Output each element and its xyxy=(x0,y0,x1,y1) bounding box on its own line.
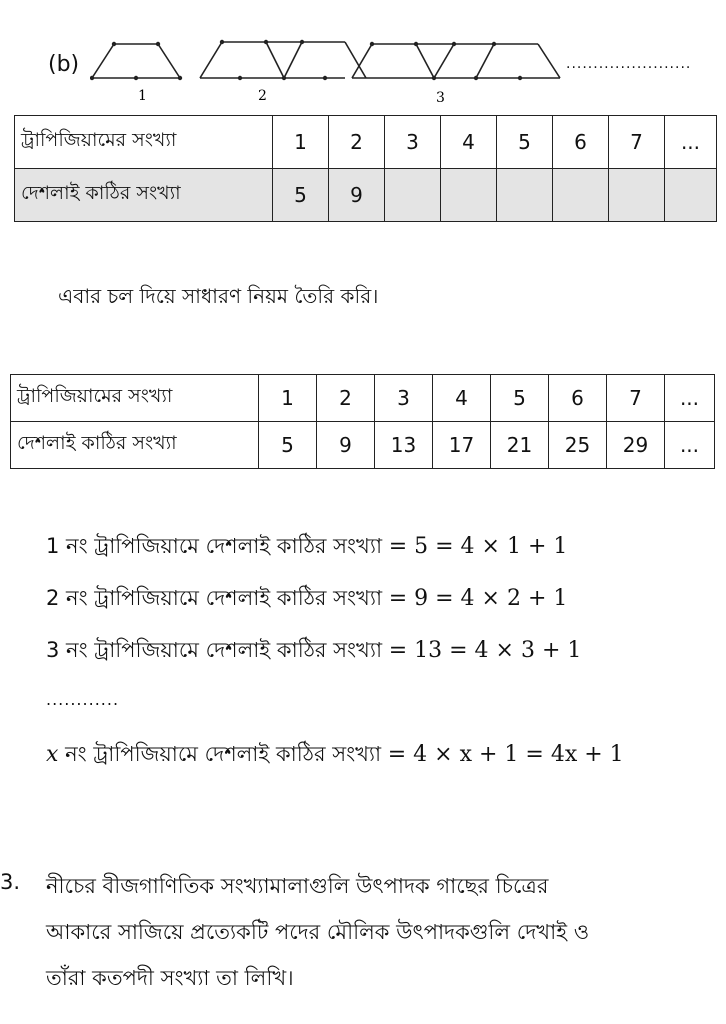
equation-line-2 xyxy=(46,582,567,617)
table-cell: 3 xyxy=(385,116,441,169)
figure-2-trapezia xyxy=(200,42,366,78)
table-cell: 4 xyxy=(433,375,491,422)
equation-text: নং ট্রাপিজিয়ামে দেশলাই কাঠির সংখ্যা xyxy=(59,586,389,610)
table-cell: 7 xyxy=(607,375,665,422)
matchstick-heads xyxy=(90,40,522,80)
trapezium-table-complete xyxy=(10,374,715,469)
table-cell: ... xyxy=(665,422,715,469)
table-cell: 5 xyxy=(491,375,549,422)
table-cell-empty xyxy=(441,169,497,222)
equation-text: নং ট্রাপিজিয়ামে দেশলাই কাঠির সংখ্যা xyxy=(59,534,389,558)
table-cell: ... xyxy=(665,116,717,169)
equation-line-3 xyxy=(46,634,581,669)
equation-math: = 13 = 4 × 3 + 1 xyxy=(388,638,582,663)
figure-1-trapezium xyxy=(92,44,180,78)
row-header: দেশলাই কাঠির সংখ্যা xyxy=(15,169,273,222)
table-cell-empty xyxy=(609,169,665,222)
equation-math: = 4 × x + 1 = 4x + 1 xyxy=(387,742,624,767)
table-cell: 1 xyxy=(259,375,317,422)
trapezium-table-partial xyxy=(14,115,717,222)
table-cell: 29 xyxy=(607,422,665,469)
instruction-text: এবার চল দিয়ে সাধারণ নিয়ম তৈরি করি। xyxy=(58,284,379,308)
part-label: (b) xyxy=(48,52,80,77)
question-line-3: তাঁরা কতপদী সংখ্যা তা লিখি। xyxy=(46,966,294,990)
equation-lead: 2 xyxy=(46,586,60,610)
equation-math: = 5 = 4 × 1 + 1 xyxy=(388,534,568,559)
table-row-trapezium-count xyxy=(15,116,717,169)
table-cell: 6 xyxy=(553,116,609,169)
table-cell-empty xyxy=(497,169,553,222)
table-cell: 4 xyxy=(441,116,497,169)
question-line-2: আকারে সাজিয়ে প্রত্যেকটি পদের মৌলিক উৎপাদকগুলি দেখাই ও xyxy=(46,920,590,944)
table-cell: ... xyxy=(665,375,715,422)
equation-text: নং ট্রাপিজিয়ামে দেশলাই কাঠির সংখ্যা xyxy=(58,742,388,766)
table-cell: 17 xyxy=(433,422,491,469)
table-row-matchstick-count xyxy=(11,422,715,469)
equation-lead: 3 xyxy=(46,638,60,662)
table-cell: 3 xyxy=(375,375,433,422)
table-cell: 5 xyxy=(259,422,317,469)
row-header: ট্রাপিজিয়ামের সংখ্যা xyxy=(11,375,259,422)
table-row-matchstick-count xyxy=(15,169,717,222)
equation-line-1 xyxy=(46,530,567,565)
question-line-1: নীচের বীজগাণিতিক সংখ্যামালাগুলি উৎপাদক গাছের চিত্রের xyxy=(46,874,549,898)
table-row-trapezium-count xyxy=(11,375,715,422)
ellipsis: ............ xyxy=(46,690,120,709)
table-cell: 2 xyxy=(317,375,375,422)
row-header: দেশলাই কাঠির সংখ্যা xyxy=(11,422,259,469)
equation-math: = 9 = 4 × 2 + 1 xyxy=(388,586,568,611)
equation-lead: 1 xyxy=(46,534,60,558)
equation-lead: x xyxy=(46,742,59,767)
table-cell: 5 xyxy=(497,116,553,169)
table-cell: 6 xyxy=(549,375,607,422)
figure-3-trapezia xyxy=(352,44,560,78)
figure-number-1: 1 xyxy=(138,88,147,104)
table-cell: 9 xyxy=(317,422,375,469)
table-cell-empty xyxy=(665,169,717,222)
table-cell: 21 xyxy=(491,422,549,469)
table-cell: 7 xyxy=(609,116,665,169)
figure-continuation: ....................... xyxy=(566,56,692,72)
table-cell-empty xyxy=(385,169,441,222)
table-cell: 9 xyxy=(329,169,385,222)
question-number: 3. xyxy=(0,870,21,894)
matchstick-trapezium-figure xyxy=(90,30,610,110)
equation-text: নং ট্রাপিজিয়ামে দেশলাই কাঠির সংখ্যা xyxy=(59,638,389,662)
equation-line-general xyxy=(46,738,624,773)
row-header: ট্রাপিজিয়ামের সংখ্যা xyxy=(15,116,273,169)
table-cell: 5 xyxy=(273,169,329,222)
table-cell-empty xyxy=(553,169,609,222)
table-cell: 13 xyxy=(375,422,433,469)
figure-number-3: 3 xyxy=(436,90,445,106)
figure-number-2: 2 xyxy=(258,88,267,104)
table-cell: 2 xyxy=(329,116,385,169)
table-cell: 1 xyxy=(273,116,329,169)
table-cell: 25 xyxy=(549,422,607,469)
